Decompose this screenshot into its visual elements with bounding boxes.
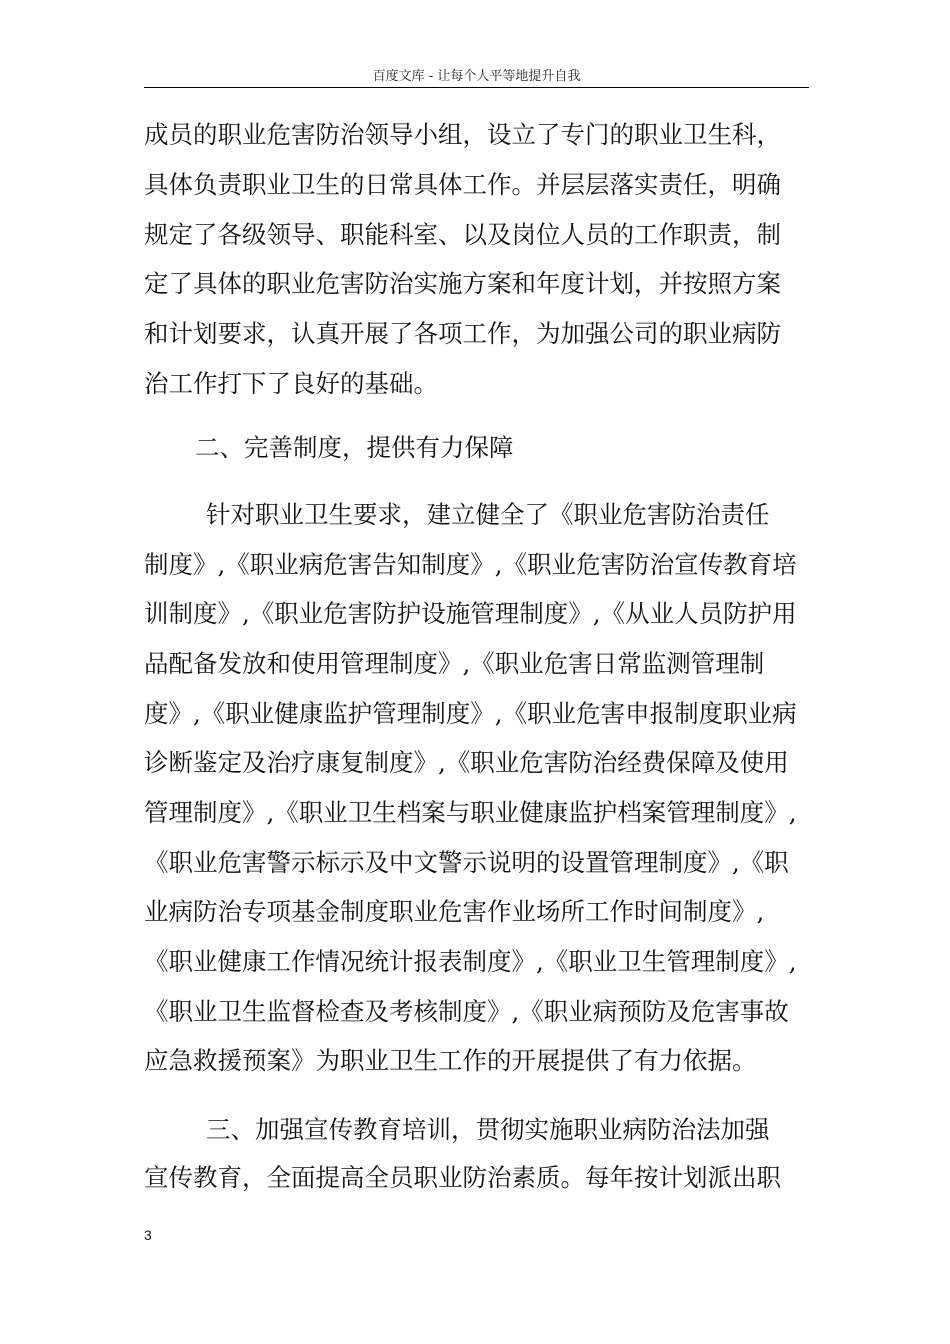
text-line: 定了具体的职业危害防治实施方案和年度计划，并按照方案 (144, 269, 781, 298)
text-line: 训制度》,《职业危害防护设施管理制度》,《从业人员防护用 (144, 599, 797, 628)
text-line: 和计划要求，认真开展了各项工作，为加强公司的职业病防 (144, 319, 781, 348)
text-line: 管理制度》,《职业卫生档案与职业健康监护档案管理制度》, (144, 798, 797, 827)
section-heading: 二、完善制度，提供有力保障 (195, 433, 514, 462)
text-line: 度》,《职业健康监护管理制度》,《职业危害申报制度职业病 (144, 699, 797, 728)
text-line: 《职业卫生监督检查及考核制度》,《职业病预防及危害事故 (144, 997, 789, 1026)
text-line: 品配备发放和使用管理制度》,《职业危害日常监测管理制 (144, 649, 765, 678)
text-line: 成员的职业危害防治领导小组，设立了专门的职业卫生科， (144, 120, 781, 149)
text-line: 制度》,《职业病危害告知制度》,《职业危害防治宣传教育培 (144, 550, 797, 579)
page-header: 百度文库 - 让每个人平等地提升自我 (372, 69, 581, 84)
text-line: 诊断鉴定及治疗康复制度》,《职业危害防治经费保障及使用 (144, 748, 789, 777)
text-line: 规定了各级领导、职能科室、以及岗位人员的工作职责，制 (144, 220, 781, 249)
text-line: 针对职业卫生要求，建立健全了《职业危害防治责任 (206, 500, 770, 529)
header-rule (144, 87, 809, 88)
text-line: 治工作打下了良好的基础。 (144, 369, 438, 398)
text-line: 应急救援预案》为职业卫生工作的开展提供了有力依据。 (144, 1046, 757, 1075)
text-line: 具体负责职业卫生的日常具体工作。并层层落实责任，明确 (144, 170, 781, 199)
text-line: 《职业健康工作情况统计报表制度》,《职业卫生管理制度》, (144, 947, 797, 976)
text-line: 三、加强宣传教育培训，贯彻实施职业病防治法加强 (206, 1115, 770, 1144)
page-number: 3 (144, 1227, 152, 1243)
text-line: 《职业危害警示标示及中文警示说明的设置管理制度》,《职 (144, 848, 789, 877)
text-line: 业病防治专项基金制度职业危害作业场所工作时间制度》, (144, 897, 765, 926)
text-line: 宣传教育，全面提高全员职业防治素质。每年按计划派出职 (144, 1163, 781, 1192)
